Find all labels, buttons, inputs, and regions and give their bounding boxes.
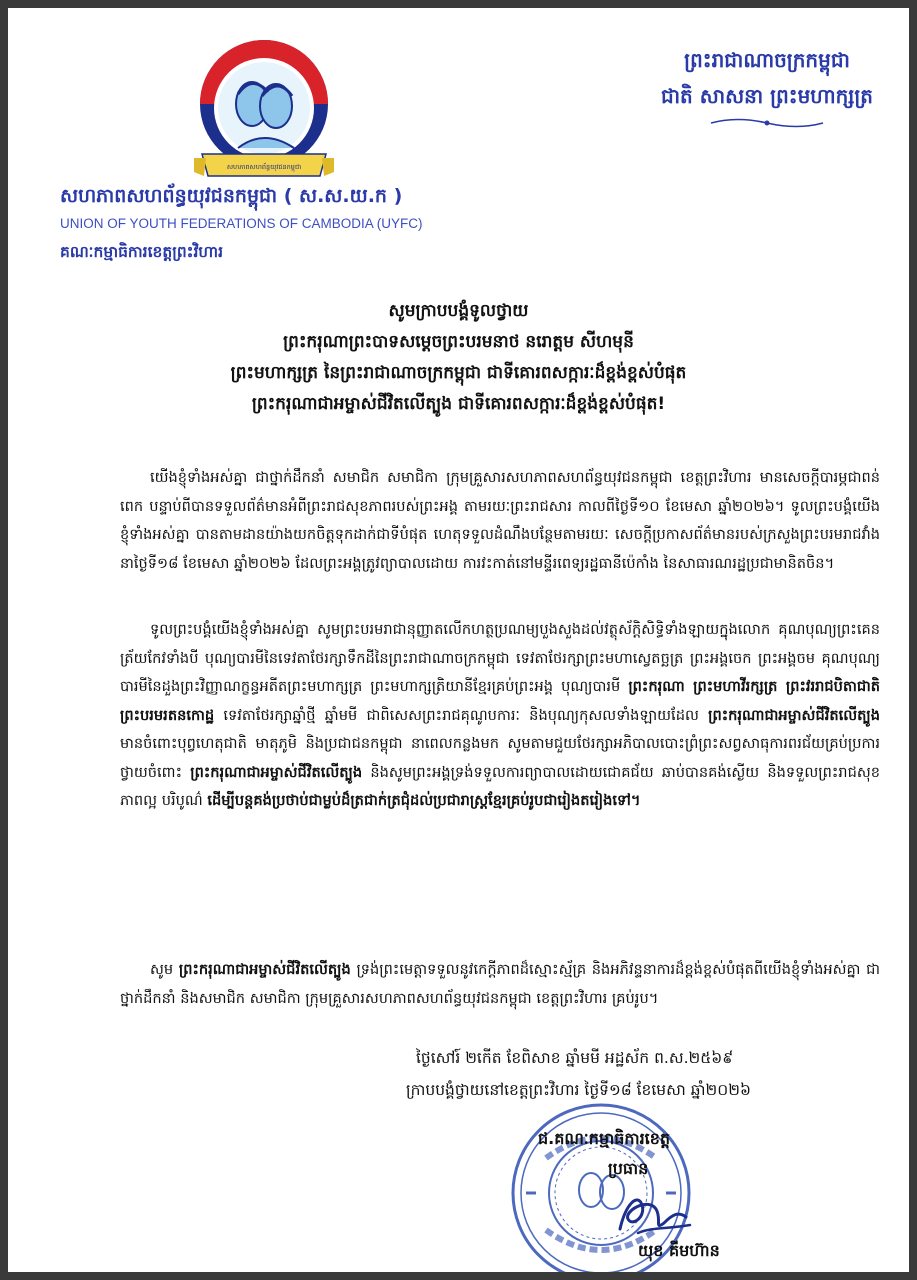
paragraph-2-text-c: ទេវតាថែរក្សាឆ្នាំថ្មី ឆ្នាំមមី ជាពិសេសព្រះរាជគុណូបការៈ និងបុណ្យកុសលទាំងឡាយដែល: [223, 706, 699, 724]
paragraph-2-text-a: ទូលព្រះបង្គំយើងខ្ញុំទាំងអស់គ្នា សូមព្រះបរមរាជានុញ្ញាតលើកហត្ថប្រណម្យបួងសួងដល់វត្ថុស័ក្តិសិទ្ធិទាំងឡាយក្នុងលោក គុណបុណ្យព្រះគេនត្រ័យកែវទាំងបី បុណ្យបារមីនៃទេវតាថែរក្សាទឹកដីនៃព្រះរាជាណាចក្រកម្ពុជា ទេវតាថែរក្សាព្រះមហាស្វេតច្ឆត្រ ព្រះអង្គចេក ព្រះអង្គចម គុណបុណ្យបារមីនៃដួងព្រះវិញ្ញាណក្ខន្ធអតីតព្រះមហាក្សត្រ ព្រះមហាក្សត្រិយានីខ្មែរគ្រប់ព្រះអង្គ បុណ្យបារមី: [120, 621, 880, 695]
ornament-divider: [707, 116, 827, 130]
paragraph-2-text-e: មានចំពោះបុព្វហេតុជាតិ មាតុភូមិ និងប្រជាជនកម្ពុជា នាពេលកន្លងមក សូមតាមជួយថែរក្សាអភិបាលបោះព្រំព្រះសព្វសាធុការពរជ័យគ្រប់ប្រការថ្វាយចំពោះ: [120, 735, 880, 781]
paragraph-2-bold-title-3: ព្រះករុណាជាអម្ចាស់ជីវិតលើត្បូង: [190, 763, 363, 781]
body-paragraph-2: [120, 616, 880, 816]
paragraph-2-bold-closing: ដើម្បីបន្តគង់ប្រថាប់ជាម្លប់ដ៏ត្រជាក់ត្រជុំដល់ប្រជារាស្ត្រខ្មែរគ្រប់រូបជារៀងតរៀងទៅ។: [207, 792, 641, 809]
lunar-date: ថ្ងៃសៅរ៍ ២កើត ខែពិសាខ ឆ្នាំមមី អដ្ឋស័ក ព.ស.២៥៦៩: [416, 1049, 734, 1067]
signer-title-line-2: ប្រធាន: [608, 1159, 649, 1178]
salutation-line-2: ព្រះករុណាព្រះបាទសម្តេចព្រះបរមនាថ នរោត្តម សីហមុនី: [283, 332, 634, 352]
salutation-line-4: ព្រះករុណាជាអម្ចាស់ជីវិតលើត្បូង ជាទីគោរពសក្ការៈដ៏ខ្ពង់ខ្ពស់បំផុត!: [251, 394, 666, 414]
paragraph-3-text-a: សូម: [150, 961, 174, 978]
org-name-khmer: សហភាពសហព័ន្ធយុវជនកម្ពុជា ( ស.ស.យ.ក ): [60, 185, 403, 207]
kingdom-name: ព្រះរាជាណាចក្រកម្ពុជា: [684, 48, 850, 72]
provincial-committee: គណៈកម្មាធិការខេត្តព្រះវិហារ: [60, 243, 223, 261]
handwritten-signature: [608, 1183, 698, 1243]
place-and-date: ក្រាបបង្គំថ្វាយនៅខេត្តព្រះវិហារ ថ្ងៃទី១៨ ខែមេសា ឆ្នាំ២០២៦: [406, 1081, 751, 1099]
org-name-english: UNION OF YOUTH FEDERATIONS OF CAMBODIA (UYFC): [60, 216, 423, 231]
paragraph-3-text-c: ទ្រង់ព្រះមេត្តាទទួលនូវកេក្តីភាពដ៏ស្មោះស្ម័គ្រ និងអភិវន្ទនាការដ៏ខ្ពង់ខ្ពស់បំផុតពីយើងខ្ញុំទាំងអស់គ្នា ជាថ្នាក់ដឹកនាំ និងសមាជិក សមាជិកា ក្រុមគ្រួសារសហភាពសហព័ន្ធយុវជនកម្ពុជា ខេត្តព្រះវិហារ គ្រប់រូប។: [120, 961, 881, 1007]
uyfc-logo: [194, 36, 334, 186]
kingdom-heading: [661, 42, 873, 130]
paragraph-1-text: យើងខ្ញុំទាំងអស់គ្នា ជាថ្នាក់ដឹកនាំ សមាជិក សមាជិកា ក្រុមគ្រួសារសហភាពសហព័ន្ធយុវជនកម្ពុជា ខេត្តព្រះវិហារ មានសេចក្តីបារម្ភជាពន់ពេក បន្ទាប់ពីបានទទួលព័ត៌មានអំពីព្រះរាជសុខភាពរបស់ព្រះអង្គ តាមរយៈព្រះរាជសារ កាលពីថ្ងៃទី១០ ខែមេសា ឆ្នាំ២០២៦។ ទូលព្រះបង្គំយើងខ្ញុំទាំងអស់គ្នា បានតាមដានយ៉ាងយកចិត្តទុកដាក់ជាទីបំផុត ហេតុទទួលដំណឹងបន្ថែមតាមរយៈ សេចក្តីប្រកាសព័ត៌មានរបស់ក្រសួងព្រះបរមរាជវាំង នាថ្ងៃទី១៨ ខែមេសា ឆ្នាំ២០២៦ ដែលព្រះអង្គត្រូវព្យាបាលដោយ ការវះកាត់នៅមន្ទីរពេទ្យរដ្ឋធានីប៉េកាំង នៃសាធារណរដ្ឋប្រជាមានិតចិន។: [120, 469, 880, 572]
salutation-line-1: សូមក្រាបបង្គំទូលថ្វាយ: [388, 301, 529, 321]
signer-name: យុខ គីមហ៊ាន: [638, 1241, 720, 1260]
paragraph-2-bold-title-2: ព្រះករុណាជាអម្ចាស់ជីវិតលើត្បូង: [708, 706, 881, 724]
paragraph-2-bold-title-1: ព្រះករុណា ព្រះមហាវីរក្សត្រ ព្រះវររាជបិតាជាតិ ព្រះបរមរតនកោដ្ឋ: [120, 678, 881, 724]
salutation-block: [8, 296, 909, 420]
national-motto: ជាតិ សាសនា ព្រះមហាក្សត្រ: [661, 84, 873, 108]
salutation-line-3: ព្រះមហាក្សត្រ នៃព្រះរាជាណាចក្រកម្ពុជា ជាទីគោរពសក្ការៈដ៏ខ្ពង់ខ្ពស់បំផុត: [230, 363, 687, 383]
logo-ribbon-text: សហភាពសហព័ន្ធយុវជនកម្ពុជា: [226, 163, 302, 171]
paragraph-3-bold-title: ព្រះករុណាជាអម្ចាស់ជីវិតលើត្បូង: [178, 961, 351, 978]
letter-page: [8, 8, 909, 1272]
body-paragraph-1: [120, 464, 880, 578]
paragraph-2-text-g: និងសូមព្រះអង្គទ្រង់ទទួលការព្យាបាលដោយជោគជ័យ ឆាប់បានគង់ស្ងើយ និងទទួលព្រះរាជសុខភាពល្អ បរិបូណ៌: [120, 763, 880, 809]
signer-title-line-1: ជ.គណៈកម្មាធិការខេត្ត: [538, 1129, 671, 1148]
body-paragraph-3: [120, 956, 880, 1013]
